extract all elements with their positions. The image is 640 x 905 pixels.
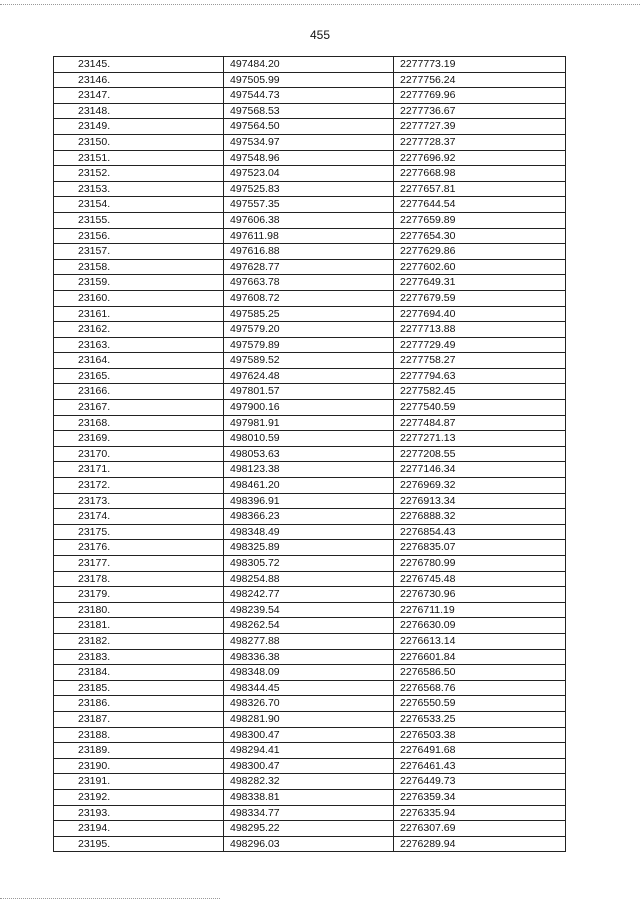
point-number-cell: 23182. <box>54 633 224 649</box>
point-number-cell: 23173. <box>54 493 224 509</box>
table-row <box>54 711 566 727</box>
x-coordinate-cell: 498348.49 <box>224 524 394 540</box>
y-coordinate-cell: 2277484.87 <box>394 415 566 431</box>
point-number-cell: 23181. <box>54 618 224 634</box>
x-coordinate-cell: 497579.89 <box>224 337 394 353</box>
x-coordinate-cell: 498325.89 <box>224 540 394 556</box>
point-number-cell: 23178. <box>54 571 224 587</box>
table-row <box>54 259 566 275</box>
point-number-cell: 23190. <box>54 758 224 774</box>
x-coordinate-cell: 498326.70 <box>224 696 394 712</box>
point-number-cell: 23148. <box>54 103 224 119</box>
y-coordinate-cell: 2277668.98 <box>394 166 566 182</box>
x-coordinate-cell: 498336.38 <box>224 649 394 665</box>
table-row <box>54 805 566 821</box>
point-number-cell: 23193. <box>54 805 224 821</box>
table-row <box>54 431 566 447</box>
table-row <box>54 166 566 182</box>
y-coordinate-cell: 2276335.94 <box>394 805 566 821</box>
point-number-cell: 23172. <box>54 478 224 494</box>
y-coordinate-cell: 2277679.59 <box>394 290 566 306</box>
point-number-cell: 23145. <box>54 57 224 73</box>
y-coordinate-cell: 2277540.59 <box>394 400 566 416</box>
table-row <box>54 758 566 774</box>
point-number-cell: 23188. <box>54 727 224 743</box>
table-row <box>54 571 566 587</box>
coordinates-table-body <box>54 57 566 852</box>
point-number-cell: 23149. <box>54 119 224 135</box>
x-coordinate-cell: 497523.04 <box>224 166 394 182</box>
table-row <box>54 821 566 837</box>
y-coordinate-cell: 2276913.34 <box>394 493 566 509</box>
y-coordinate-cell: 2276359.34 <box>394 789 566 805</box>
table-row <box>54 212 566 228</box>
point-number-cell: 23152. <box>54 166 224 182</box>
point-number-cell: 23189. <box>54 743 224 759</box>
table-row <box>54 337 566 353</box>
y-coordinate-cell: 2276601.84 <box>394 649 566 665</box>
x-coordinate-cell: 497981.91 <box>224 415 394 431</box>
x-coordinate-cell: 498344.45 <box>224 680 394 696</box>
y-coordinate-cell: 2277727.39 <box>394 119 566 135</box>
y-coordinate-cell: 2277728.37 <box>394 134 566 150</box>
y-coordinate-cell: 2276461.43 <box>394 758 566 774</box>
x-coordinate-cell: 497505.99 <box>224 72 394 88</box>
x-coordinate-cell: 498334.77 <box>224 805 394 821</box>
point-number-cell: 23166. <box>54 384 224 400</box>
point-number-cell: 23174. <box>54 509 224 525</box>
point-number-cell: 23153. <box>54 181 224 197</box>
x-coordinate-cell: 497579.20 <box>224 322 394 338</box>
x-coordinate-cell: 498296.03 <box>224 836 394 852</box>
table-row <box>54 400 566 416</box>
y-coordinate-cell: 2276613.14 <box>394 633 566 649</box>
x-coordinate-cell: 498254.88 <box>224 571 394 587</box>
y-coordinate-cell: 2276835.07 <box>394 540 566 556</box>
table-row <box>54 119 566 135</box>
x-coordinate-cell: 497608.72 <box>224 290 394 306</box>
y-coordinate-cell: 2277582.45 <box>394 384 566 400</box>
point-number-cell: 23177. <box>54 556 224 572</box>
point-number-cell: 23168. <box>54 415 224 431</box>
x-coordinate-cell: 498277.88 <box>224 633 394 649</box>
table-row <box>54 524 566 540</box>
table-row <box>54 353 566 369</box>
table-row <box>54 181 566 197</box>
table-row <box>54 275 566 291</box>
x-coordinate-cell: 497534.97 <box>224 134 394 150</box>
table-row <box>54 290 566 306</box>
x-coordinate-cell: 497616.88 <box>224 244 394 260</box>
x-coordinate-cell: 498348.09 <box>224 665 394 681</box>
point-number-cell: 23186. <box>54 696 224 712</box>
x-coordinate-cell: 498282.32 <box>224 774 394 790</box>
x-coordinate-cell: 498281.90 <box>224 711 394 727</box>
y-coordinate-cell: 2277271.13 <box>394 431 566 447</box>
point-number-cell: 23151. <box>54 150 224 166</box>
x-coordinate-cell: 497606.38 <box>224 212 394 228</box>
point-number-cell: 23162. <box>54 322 224 338</box>
y-coordinate-cell: 2277146.34 <box>394 462 566 478</box>
table-row <box>54 727 566 743</box>
y-coordinate-cell: 2277644.54 <box>394 197 566 213</box>
x-coordinate-cell: 497589.52 <box>224 353 394 369</box>
x-coordinate-cell: 497544.73 <box>224 88 394 104</box>
y-coordinate-cell: 2277736.67 <box>394 103 566 119</box>
point-number-cell: 23169. <box>54 431 224 447</box>
y-coordinate-cell: 2277794.63 <box>394 368 566 384</box>
table-row <box>54 384 566 400</box>
point-number-cell: 23165. <box>54 368 224 384</box>
x-coordinate-cell: 498396.91 <box>224 493 394 509</box>
x-coordinate-cell: 498053.63 <box>224 446 394 462</box>
scan-edge-top <box>0 4 640 5</box>
x-coordinate-cell: 498300.47 <box>224 758 394 774</box>
y-coordinate-cell: 2276969.32 <box>394 478 566 494</box>
point-number-cell: 23147. <box>54 88 224 104</box>
y-coordinate-cell: 2277773.19 <box>394 57 566 73</box>
table-row <box>54 228 566 244</box>
x-coordinate-cell: 497900.16 <box>224 400 394 416</box>
y-coordinate-cell: 2277659.89 <box>394 212 566 228</box>
point-number-cell: 23164. <box>54 353 224 369</box>
y-coordinate-cell: 2276730.96 <box>394 587 566 603</box>
table-row <box>54 368 566 384</box>
y-coordinate-cell: 2276780.99 <box>394 556 566 572</box>
table-row <box>54 633 566 649</box>
y-coordinate-cell: 2276307.69 <box>394 821 566 837</box>
y-coordinate-cell: 2276503.38 <box>394 727 566 743</box>
table-row <box>54 743 566 759</box>
point-number-cell: 23158. <box>54 259 224 275</box>
y-coordinate-cell: 2276449.73 <box>394 774 566 790</box>
table-row <box>54 836 566 852</box>
y-coordinate-cell: 2276491.68 <box>394 743 566 759</box>
point-number-cell: 23175. <box>54 524 224 540</box>
point-number-cell: 23155. <box>54 212 224 228</box>
x-coordinate-cell: 497801.57 <box>224 384 394 400</box>
point-number-cell: 23195. <box>54 836 224 852</box>
x-coordinate-cell: 497548.96 <box>224 150 394 166</box>
table-row <box>54 602 566 618</box>
y-coordinate-cell: 2277769.96 <box>394 88 566 104</box>
point-number-cell: 23160. <box>54 290 224 306</box>
y-coordinate-cell: 2276745.48 <box>394 571 566 587</box>
point-number-cell: 23159. <box>54 275 224 291</box>
y-coordinate-cell: 2276888.32 <box>394 509 566 525</box>
table-row <box>54 415 566 431</box>
x-coordinate-cell: 498295.22 <box>224 821 394 837</box>
table-row <box>54 446 566 462</box>
point-number-cell: 23154. <box>54 197 224 213</box>
y-coordinate-cell: 2277657.81 <box>394 181 566 197</box>
x-coordinate-cell: 497663.78 <box>224 275 394 291</box>
point-number-cell: 23150. <box>54 134 224 150</box>
x-coordinate-cell: 498242.77 <box>224 587 394 603</box>
table-row <box>54 88 566 104</box>
table-row <box>54 478 566 494</box>
y-coordinate-cell: 2276533.25 <box>394 711 566 727</box>
y-coordinate-cell: 2277208.55 <box>394 446 566 462</box>
point-number-cell: 23179. <box>54 587 224 603</box>
x-coordinate-cell: 497624.48 <box>224 368 394 384</box>
x-coordinate-cell: 498262.54 <box>224 618 394 634</box>
table-row <box>54 556 566 572</box>
table-row <box>54 587 566 603</box>
x-coordinate-cell: 497585.25 <box>224 306 394 322</box>
y-coordinate-cell: 2276550.59 <box>394 696 566 712</box>
y-coordinate-cell: 2276854.43 <box>394 524 566 540</box>
table-row <box>54 57 566 73</box>
x-coordinate-cell: 498338.81 <box>224 789 394 805</box>
x-coordinate-cell: 498010.59 <box>224 431 394 447</box>
x-coordinate-cell: 498305.72 <box>224 556 394 572</box>
point-number-cell: 23156. <box>54 228 224 244</box>
point-number-cell: 23187. <box>54 711 224 727</box>
table-row <box>54 322 566 338</box>
x-coordinate-cell: 497564.50 <box>224 119 394 135</box>
table-row <box>54 789 566 805</box>
x-coordinate-cell: 497628.77 <box>224 259 394 275</box>
point-number-cell: 23194. <box>54 821 224 837</box>
point-number-cell: 23184. <box>54 665 224 681</box>
y-coordinate-cell: 2276630.09 <box>394 618 566 634</box>
point-number-cell: 23163. <box>54 337 224 353</box>
point-number-cell: 23157. <box>54 244 224 260</box>
x-coordinate-cell: 498461.20 <box>224 478 394 494</box>
point-number-cell: 23185. <box>54 680 224 696</box>
table-row <box>54 680 566 696</box>
point-number-cell: 23171. <box>54 462 224 478</box>
table-row <box>54 103 566 119</box>
point-number-cell: 23146. <box>54 72 224 88</box>
point-number-cell: 23176. <box>54 540 224 556</box>
x-coordinate-cell: 498123.38 <box>224 462 394 478</box>
page-number: 455 <box>309 28 331 42</box>
coordinates-table <box>53 56 566 852</box>
x-coordinate-cell: 498366.23 <box>224 509 394 525</box>
table-row <box>54 244 566 260</box>
x-coordinate-cell: 498239.54 <box>224 602 394 618</box>
table-row <box>54 649 566 665</box>
table-row <box>54 150 566 166</box>
x-coordinate-cell: 497484.20 <box>224 57 394 73</box>
y-coordinate-cell: 2276568.76 <box>394 680 566 696</box>
point-number-cell: 23192. <box>54 789 224 805</box>
y-coordinate-cell: 2277654.30 <box>394 228 566 244</box>
table-row <box>54 509 566 525</box>
scan-edge-bottom <box>0 898 220 899</box>
table-row <box>54 134 566 150</box>
point-number-cell: 23191. <box>54 774 224 790</box>
y-coordinate-cell: 2277756.24 <box>394 72 566 88</box>
y-coordinate-cell: 2277696.92 <box>394 150 566 166</box>
y-coordinate-cell: 2277729.49 <box>394 337 566 353</box>
x-coordinate-cell: 497611.98 <box>224 228 394 244</box>
table-row <box>54 665 566 681</box>
y-coordinate-cell: 2277602.60 <box>394 259 566 275</box>
y-coordinate-cell: 2277694.40 <box>394 306 566 322</box>
table-row <box>54 306 566 322</box>
x-coordinate-cell: 497568.53 <box>224 103 394 119</box>
table-row <box>54 540 566 556</box>
table-row <box>54 696 566 712</box>
x-coordinate-cell: 498294.41 <box>224 743 394 759</box>
table-row <box>54 618 566 634</box>
y-coordinate-cell: 2276586.50 <box>394 665 566 681</box>
y-coordinate-cell: 2276289.94 <box>394 836 566 852</box>
point-number-cell: 23170. <box>54 446 224 462</box>
y-coordinate-cell: 2277758.27 <box>394 353 566 369</box>
point-number-cell: 23180. <box>54 602 224 618</box>
point-number-cell: 23167. <box>54 400 224 416</box>
y-coordinate-cell: 2277649.31 <box>394 275 566 291</box>
table-row <box>54 462 566 478</box>
table-row <box>54 774 566 790</box>
table-row <box>54 72 566 88</box>
point-number-cell: 23183. <box>54 649 224 665</box>
x-coordinate-cell: 498300.47 <box>224 727 394 743</box>
y-coordinate-cell: 2277629.86 <box>394 244 566 260</box>
table-row <box>54 493 566 509</box>
x-coordinate-cell: 497557.35 <box>224 197 394 213</box>
table-row <box>54 197 566 213</box>
y-coordinate-cell: 2276711.19 <box>394 602 566 618</box>
point-number-cell: 23161. <box>54 306 224 322</box>
x-coordinate-cell: 497525.83 <box>224 181 394 197</box>
y-coordinate-cell: 2277713.88 <box>394 322 566 338</box>
